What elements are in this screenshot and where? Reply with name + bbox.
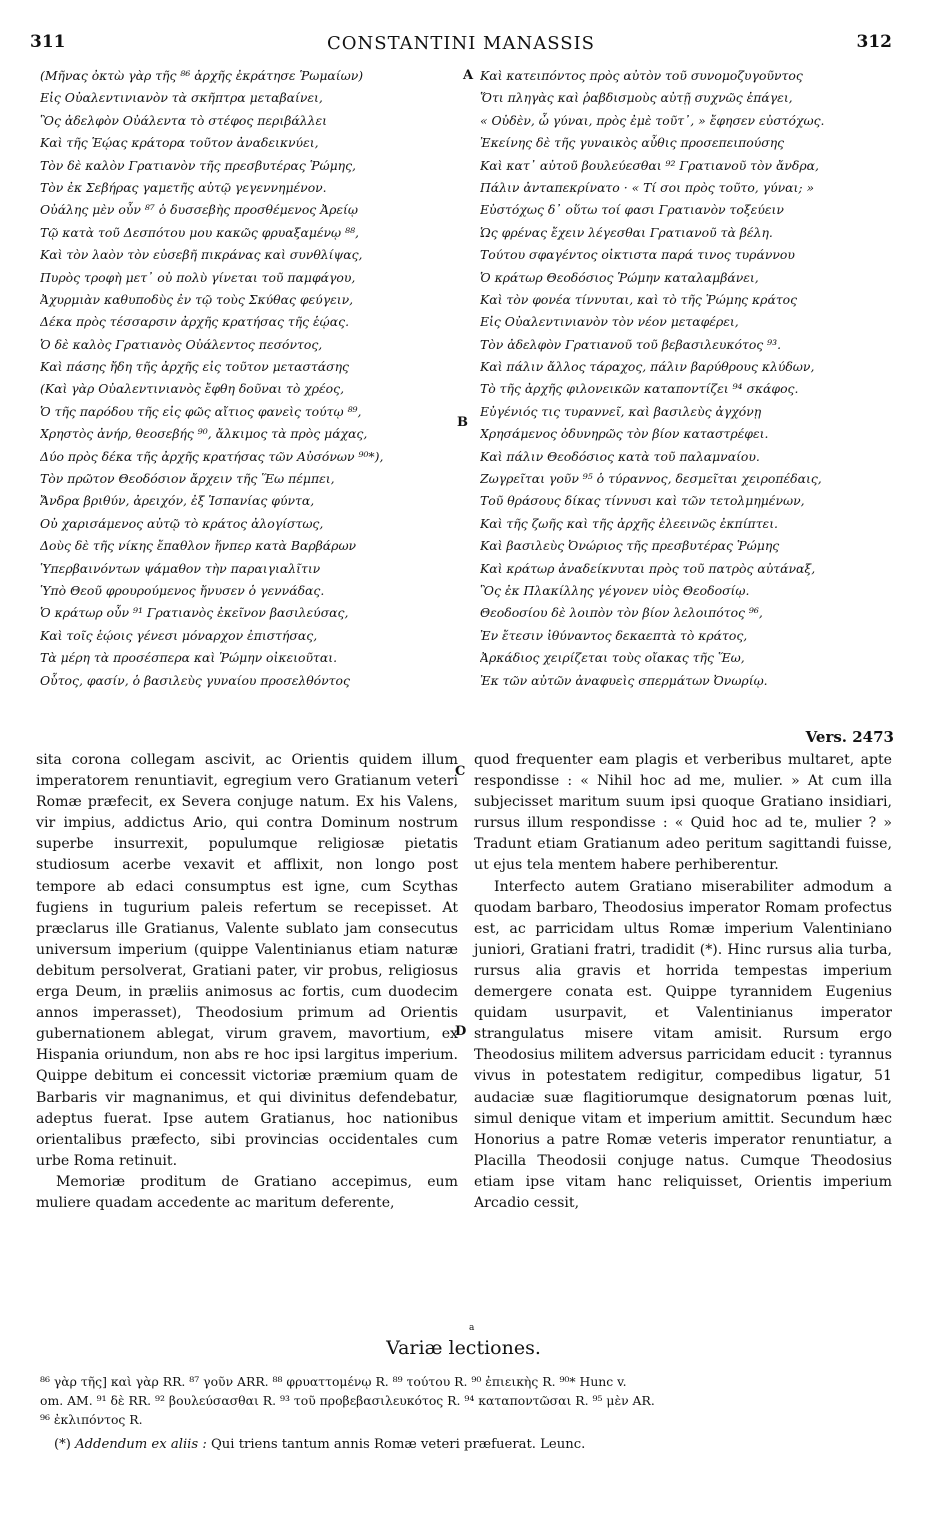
greek-verse-line: Καὶ τὸν λαὸν τὸν εὐσεβῆ πικράνας καὶ συνθλίψας, — [40, 247, 363, 263]
greek-verse-line: Καὶ τῆς Ἑῴας κράτορα τοῦτον ἀναδεικνύει, — [40, 135, 319, 151]
greek-verse-line: Ἀχυρμιὰν καθυποδὺς ἐν τῷ τοὺς Σκύθας φεύγειν, — [40, 291, 354, 307]
signature-mark: a — [469, 1323, 475, 1333]
greek-verse-line: Καὶ κατ᾽ αὐτοῦ βουλεύεσθαι ⁹² Γρατιανοῦ τὸν ἄνδρα, — [480, 157, 819, 173]
greek-verse-line: Ἐκείνης δὲ τῆς γυναικὸς αὖθις προσεπειπούσης — [480, 135, 785, 151]
latin-column-right — [474, 750, 892, 1214]
greek-verse-line: Καὶ πάλιν Θεοδόσιος κατὰ τοῦ παλαμναίου. — [480, 448, 760, 464]
greek-verse-line: Οὗτος, φασίν, ὁ βασιλεὺς γυναίου προσελθόντος — [40, 672, 350, 688]
greek-verse-line: Ὁ κράτωρ οὖν ⁹¹ Γρατιανὸς ἐκεῖνον βασιλεύσας, — [40, 605, 349, 621]
variae-lectiones-title: Variæ lectiones. — [386, 1337, 541, 1359]
greek-verse-line: Εὐστόχως δ᾽ οὕτω τοί φασι Γρατιανὸν τοξεύειν — [480, 202, 784, 218]
greek-verse-line: Τὸν ἐκ Σεβήρας γαμετῆς αὐτῷ γεγεννημένον. — [40, 179, 327, 195]
greek-verse-line: Δύο πρὸς δέκα τῆς ἀρχῆς κρατήσας τῶν Αὐσόνων ⁹⁰*), — [40, 448, 384, 464]
variant-reading-line: om. AM. ⁹¹ δὲ RR. ⁹² βουλεύσασθαι R. ⁹³ τοῦ προβεβασιλευκότος R. ⁹⁴ καταποντῶσαι R. ⁹⁵ μὲν AR. — [40, 1393, 655, 1408]
greek-verse-line: (Καὶ γὰρ Οὐαλεντινιανὸς ἔφθη δοῦναι τὸ χρέος, — [40, 381, 345, 397]
latin-column-left — [36, 750, 458, 1214]
greek-verse-line: Ζωγρεῖται γοῦν ⁹⁵ ὁ τύραννος, δεσμεῖται χειροπέδαις, — [480, 471, 822, 487]
greek-verse-line: Ἐκ τῶν αὐτῶν ἀναφυεὶς σπερμάτων Ὀνωρίῳ. — [480, 672, 768, 688]
greek-verse-line: Δοὺς δὲ τῆς νίκης ἔπαθλον ἥνπερ κατὰ Βαρβάρων — [40, 538, 357, 554]
greek-verse-line: Καὶ τοῖς ἑῴοις γένεσι μόναρχον ἐπιστήσας, — [40, 627, 318, 643]
margin-letter-c: C — [455, 764, 466, 779]
variae-lectiones-list — [40, 1372, 900, 1429]
greek-verse-line: Ὁ κράτωρ Θεοδόσιος Ῥώμην καταλαμβάνει, — [480, 269, 759, 285]
greek-verse-line: Ὃς ἐκ Πλακίλλης γέγονεν υἱὸς Θεοδοσίῳ. — [480, 582, 750, 598]
verse-number: Vers. 2473 — [805, 728, 894, 746]
greek-verse-line: Τὸ τῆς ἀρχῆς φιλονεικῶν καταποντίζει ⁹⁴ σκάφος. — [480, 381, 799, 397]
footnote-mark: (*) — [54, 1437, 71, 1452]
variant-reading-line: ⁹⁶ ἐκλιπόντος R. — [40, 1412, 143, 1427]
greek-verse-line: Τοῦ θράσους δίκας τίννυσι καὶ τῶν τετολμημένων, — [480, 493, 805, 509]
greek-verse-line: Πάλιν ἀνταπεκρίνατο · « Τί σοι πρὸς τοῦτο, γύναι; » — [480, 179, 815, 195]
greek-verse-line: Ἄνδρα βριθύν, ἀρειχόν, ἐξ Ἱσπανίας φύντα, — [40, 493, 315, 509]
greek-verse-line: Καὶ τὸν φονέα τίννυται, καὶ τὸ τῆς Ῥώμης κράτος — [480, 291, 798, 307]
greek-verse-line: Χρηστὸς ἀνήρ, θεοσεβής ⁹⁰, ἄλκιμος τὰ πρὸς μάχας, — [40, 426, 368, 442]
greek-verse-line: « Οὐδὲν, ὦ γύναι, πρὸς ἐμὲ τοῦτ᾽, » ἔφησεν εὐστόχως. — [480, 112, 825, 128]
greek-verse-line: Καὶ πάσης ἤδη τῆς ἀρχῆς εἰς τοῦτον μεταστάσης — [40, 359, 349, 375]
greek-verse-line: Χρησάμενος ὀδυνηρῶς τὸν βίον καταστρέφει. — [480, 426, 769, 442]
greek-verse-line: Τὸν ἀδελφὸν Γρατιανοῦ τοῦ βεβασιλευκότος ⁹³. — [480, 336, 782, 352]
greek-verse-line: Ὁ τῆς παρόδου τῆς εἰς φῶς αἴτιος φανεὶς τούτῳ ⁸⁹, — [40, 403, 362, 419]
latin-paragraph: Interfecto autem Gratiano miserabiliter admodum a quodam barbaro, Theodosius imperator Romam profectus est, ac parricidam ultus Romæ imperium Valentiniano juniori, Gratiani fratri, tradidit (*). Hinc rursus alia turba, rursus alia gravis et horrida tempestas imperium demergere conata est. Quippe tyrannidem Eugenius quidam usurpavit, et Valentinianus imperator strangulatus misere vitam amisit. Rursum ergo Theodosius militem adversus parricidam educit : tyrannus vivus in potestatem redigitur, compedibus ligatur, 51 audaciæ suæ flagitiorumque designatorum pœnas luit, simul denique vitam et imperium amittit. Secundum hæc Honorius a patre Romæ veteris imperator renuntiatur, a Placilla Theodosii conjuge natus. Cumque Theodosius etiam ipse vitam hanc reliquisset, Orientis imperium Arcadio cessit, — [474, 878, 892, 1211]
footnote — [54, 1437, 904, 1452]
greek-verse-line: Οὐάλης μὲν οὖν ⁸⁷ ὁ δυσσεβὴς προσθέμενος Ἀρείῳ — [40, 202, 359, 218]
greek-verse-line: Ὁ δὲ καλὸς Γρατιανὸς Οὐάλεντος πεσόντος, — [40, 336, 323, 352]
page-number-left: 311 — [30, 32, 66, 52]
latin-paragraph: Memoriæ proditum de Gratiano accepimus, eum muliere quadam accedente ac maritum deferente, — [36, 1173, 458, 1211]
footnote-lead: Addendum ex aliis : — [75, 1437, 207, 1452]
greek-verse-line: Εἰς Οὐαλεντινιανὸν τὰ σκῆπτρα μεταβαίνει, — [40, 90, 323, 106]
greek-verse-line: Τὰ μέρη τὰ προσέσπερα καὶ Ῥώμην οἰκειοῦται. — [40, 650, 338, 666]
greek-verse-line: Καὶ τῆς ζωῆς καὶ τῆς ἀρχῆς ἐλεεινῶς ἐκπίπτει. — [480, 515, 778, 531]
greek-verse-line: Ὃς ἀδελφὸν Οὐάλεντα τὸ στέφος περιβάλλει — [40, 112, 327, 128]
greek-verse-line: (Μῆνας ὀκτὼ γὰρ τῆς ⁸⁶ ἀρχῆς ἐκράτησε Ῥωμαίων) — [40, 68, 364, 83]
page-number-right: 312 — [856, 32, 892, 52]
footnote-text: Qui triens tantum annis Romæ veteri præfuerat. Leunc. — [211, 1437, 586, 1452]
greek-verse-line: Ὑπερβαινόντων ψάμαθον τὴν παραιγιαλῖτιν — [40, 560, 321, 576]
variant-reading-line: ⁸⁶ γὰρ τῆς] καὶ γὰρ RR. ⁸⁷ γοῦν ARR. ⁸⁸ φρυαττομένῳ R. ⁸⁹ τούτου R. ⁹⁰ ἐπιεικὴς R. ⁹⁰* Hunc v. — [40, 1374, 627, 1389]
greek-verse-line: Ἀρκάδιος χειρίζεται τοὺς οἴακας τῆς Ἕω, — [480, 650, 745, 666]
greek-verse-line: Τὸν πρῶτον Θεοδόσιον ἄρχειν τῆς Ἕω πέμπει, — [40, 471, 335, 487]
greek-column-left — [40, 65, 463, 692]
greek-verse-line: Πυρὸς τροφὴ μετ᾽ οὐ πολὺ γίνεται τοῦ παμφάγου, — [40, 269, 356, 285]
greek-verse-line: Ὡς φρένας ἔχειν λέγεσθαι Γρατιανοῦ τὰ βέλη. — [480, 224, 773, 240]
latin-paragraph: quod frequenter eam plagis et verberibus multaret, apte respondisse : « Nihil hoc ad me, mulier. » At cum illa subjecisset maritum suum ipsi quoque Gratiano insidiari, rursus illum respondisse : « Quid hoc ad te, mulier ? » Tradunt etiam Gratianum adeo peritum sagittandi fuisse, ut ejus tela mentem habere perhiberentur. — [474, 752, 892, 874]
latin-paragraph: sita corona collegam ascivit, ac Orientis quidem illum imperatorem renuntiavit, egregium vero Gratianum veteri Romæ præfecit, ex Severa conjuge natum. Ex his Valens, vir impius, addictus Ario, qui contra Dominum nostrum superbe insurrexit, populumque religiosæ pietatis studiosum acerbe vexavit et afflixit, non longo post tempore ab edaci consumptus est igne, cum Scythas fugiens in tugurium paleis refertum se recepisset. At præclarus ille Gratianus, Valente sublato jam consecutus universum imperium (quippe Valentinianus etiam naturæ debitum persolverat, Gratiani pater, vir probus, religiosus erga Deum, in præliis animosus ac fortis, cum duodecim annos imperasset), Theodosium primum ad Orientis gubernationem ablegat, virum gravem, mavortium, ex Hispania oriundum, non abs re hoc ipsi largitus imperium. Quippe debitum ei concessit victoriæ præmium quam de Barbaris vir magnanimus, et qui divinitus defendebatur, adeptus fuerat. Ipse autem Gratianus, hoc nationibus orientalibus præfecto, sibi provincias occidentales cum urbe Roma retinuit. — [36, 752, 458, 1169]
greek-verse-line: Εὐγένιός τις τυραννεῖ, καὶ βασιλεὺς ἀγχόνῃ — [480, 403, 762, 419]
margin-letter-b: B — [457, 415, 468, 430]
greek-verse-line: Τούτου σφαγέντος οἰκτιστα παρά τινος τυράννου — [480, 247, 795, 263]
greek-verse-line: Τῷ κατὰ τοῦ Δεσπότου μου κακῶς φρυαξαμένῳ ⁸⁸, — [40, 224, 359, 240]
greek-verse-line: Θεοδοσίου δὲ λοιπὸν τὸν βίον λελοιπότος ⁹⁶, — [480, 605, 763, 621]
greek-verse-line: Ἐν ἔτεσιν ἰθύναντος δεκαεπτὰ τὸ κράτος, — [480, 627, 748, 643]
greek-verse-line: Τὸν δὲ καλὸν Γρατιανὸν τῆς πρεσβυτέρας Ῥώμης, — [40, 157, 356, 173]
greek-verse-line: Δέκα πρὸς τέσσαρσιν ἀρχῆς κρατήσας τῆς ἑῴας. — [40, 314, 350, 330]
page-title: CONSTANTINI MANASSIS — [326, 33, 596, 54]
greek-verse-line: Καὶ βασιλεὺς Ὀνώριος τῆς πρεσβυτέρας Ῥώμης — [480, 538, 780, 554]
greek-verse-line: Καὶ κατειπόντος πρὸς αὐτὸν τοῦ συνομοζυγοῦντος — [480, 68, 803, 83]
margin-letter-d: D — [455, 1024, 467, 1039]
greek-verse-line: Καὶ πάλιν ἄλλος τάραχος, πάλιν βαρύθρους κλύδων, — [480, 359, 815, 375]
greek-verse-line: Ὅτι πληγὰς καὶ ῥαβδισμοὺς αὐτῇ συχνῶς ἐπάγει, — [480, 90, 793, 106]
running-header — [30, 32, 892, 56]
greek-verse-line: Εἰς Οὐαλεντινιανὸν τὸν νέον μεταφέρει, — [480, 314, 739, 330]
greek-verse-line: Ὑπὸ Θεοῦ φρουρούμενος ἤνυσεν ὁ γεννάδας. — [40, 582, 325, 598]
greek-column-right — [480, 65, 894, 692]
margin-letter-a: A — [463, 68, 474, 83]
greek-verse-line: Καὶ κράτωρ ἀναδείκνυται πρὸς τοῦ πατρὸς αὐτάναξ, — [480, 560, 816, 576]
greek-verse-line: Οὐ χαρισάμενος αὐτῷ τὸ κράτος ἀλογίστως, — [40, 515, 324, 531]
